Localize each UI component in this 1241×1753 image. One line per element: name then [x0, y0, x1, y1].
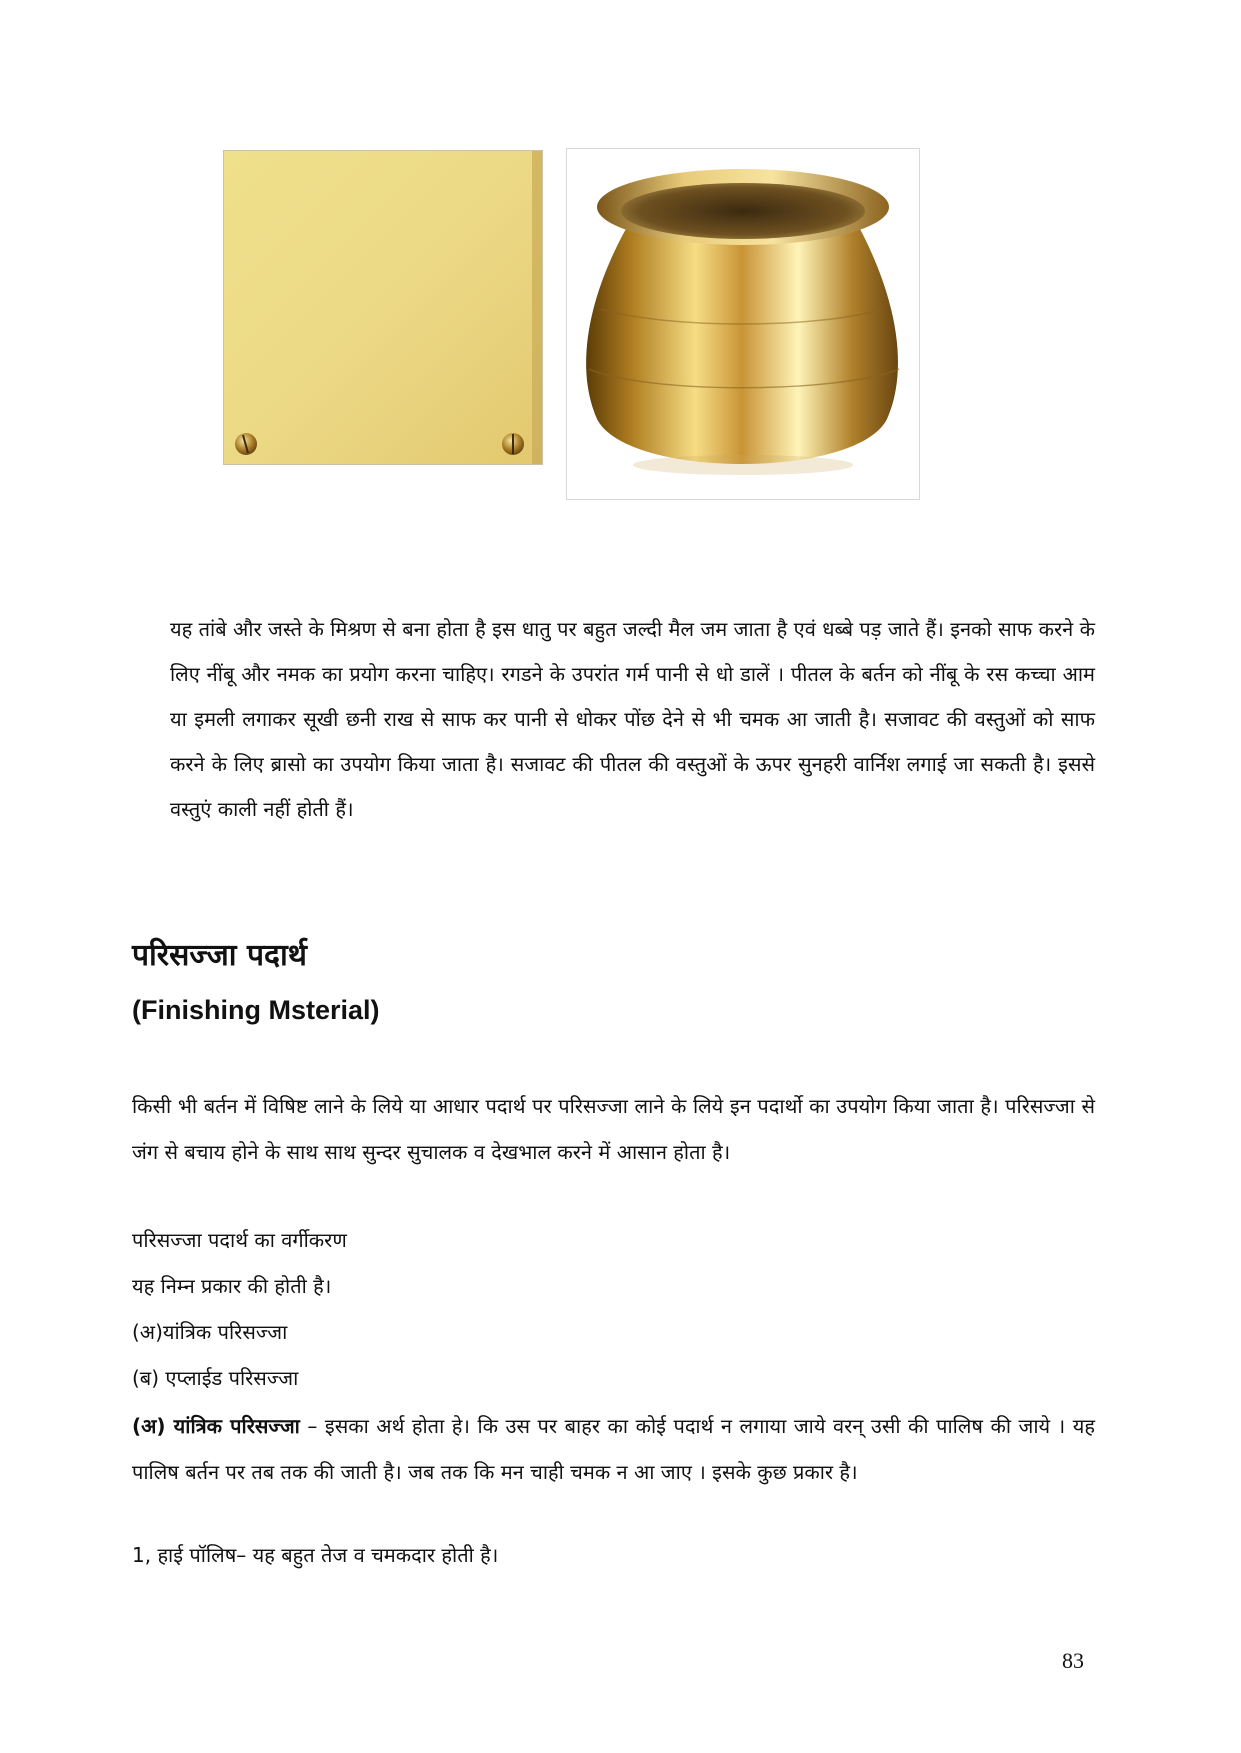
type-b-item: (ब) एप्लाईड परिसज्जा: [132, 1366, 299, 1390]
classification-intro: यह निम्न प्रकार की होती है।: [132, 1274, 332, 1298]
classification-title: परिसज्जा पदार्थ का वर्गीकरण: [132, 1228, 347, 1252]
brass-description-paragraph: यह तांबे और जस्ते के मिश्रण से बना होता है इस धातु पर बहुत जल्दी मैल जम जाता है एवं धब्बे पड़ जाते हैं। इनको साफ करने के लिए नींबू और नमक का प्रयोग करना चाहिए। रगडने के उपरांत गर्म पानी से धो डालें । पीतल के बर्तन को नींबू के रस कच्चा आम या इमली लगाकर सूखी छनी राख से साफ कर पानी से धोकर पोंछ देने से भी चमक आ जाती है। सजावट की वस्तुओं को साफ करने के लिए ब्रासो का उपयोग किया जाता है। सजावट की पीतल की वस्तुओं के ऊपर सुनहरी वार्निश लगाई जा सकती है। इससे वस्तुएं काली नहीं होती हैं।: [170, 617, 1095, 821]
section-heading-hindi: परिसज्जा पदार्थ: [132, 938, 307, 973]
type-a-item: (अ)यांत्रिक परिसज्जा: [132, 1320, 288, 1344]
mechanical-finishing-paragraph: [132, 1403, 1095, 1495]
page-number: 83: [1062, 1648, 1084, 1673]
list-item: 1, हाई पॉलिष– यह बहुत तेज व चमकदार होती है।: [132, 1543, 499, 1567]
finishing-intro-paragraph: किसी भी बर्तन में विषिष्ट लाने के लिये या आधार पदार्थ पर परिसज्जा लाने के लिये इन पदार्थो का उपयोग किया जाता है। परिसज्जा से जंग से बचाय होने के साथ साथ सुन्दर सुचालक व देखभाल करने में आसान होता है।: [132, 1094, 1095, 1164]
brass-pot-image: [566, 148, 920, 500]
brass-plate-image: [223, 150, 543, 465]
mechanical-finishing-term: (अ) यांत्रिक परिसज्जा: [132, 1414, 300, 1438]
section-heading-english: (Finishing Msterial): [132, 995, 380, 1025]
mechanical-finishing-text: – इसका अर्थ होता हे। कि उस पर बाहर का कोई पदार्थ न लगाया जाये वरन् उसी की पालिष की जाये । यह पालिष बर्तन पर तब तक की जाती है। जब तक कि मन चाही चमक न आ जाए । इसके कुछ प्रकार है।: [132, 1414, 1095, 1484]
